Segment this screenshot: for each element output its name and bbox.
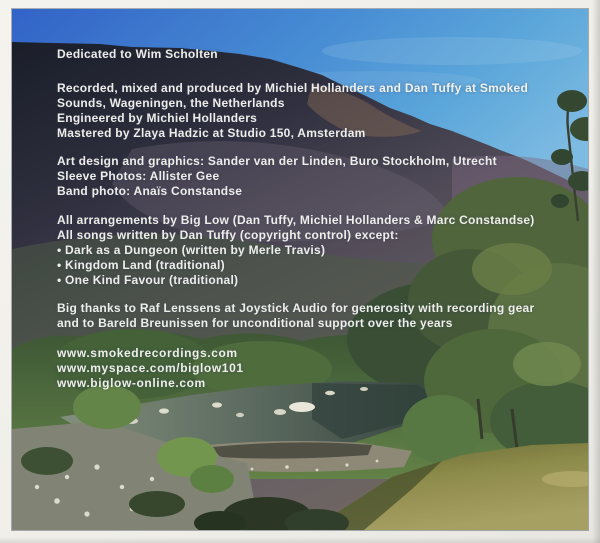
credit-line: All songs written by Dan Tuffy (copyright control) except: (57, 228, 399, 242)
website-url: www.myspace.com/biglow101 (57, 361, 244, 375)
song-bullet-line: • Kingdom Land (traditional) (57, 258, 225, 272)
credit-line: Sounds, Wageningen, the Netherlands (57, 96, 285, 110)
credit-line: Art design and graphics: Sander van der Linden, Buro Stockholm, Utrecht (57, 154, 497, 168)
cover-bottom-edge-shadow (0, 537, 600, 543)
credit-line: Big thanks to Raf Lenssens at Joystick Audio for generosity with recording gear (57, 301, 535, 315)
website-url: www.biglow-online.com (57, 376, 206, 390)
production-credits (57, 81, 528, 141)
credits-text-layer (12, 9, 588, 530)
cover-photo (12, 9, 588, 530)
thanks-note (57, 301, 534, 331)
credit-line: Mastered by Zlaya Hadzic at Studio 150, Amsterdam (57, 126, 366, 140)
website-url: www.smokedrecordings.com (57, 346, 238, 360)
art-credits (57, 154, 497, 199)
song-bullet-line: • One Kind Favour (traditional) (57, 273, 239, 287)
song-credits (57, 213, 535, 288)
song-bullet-line: • Dark as a Dungeon (written by Merle Travis) (57, 243, 326, 257)
credit-line: and to Bareld Breunissen for unconditional support over the years (57, 316, 453, 330)
credit-line: All arrangements by Big Low (Dan Tuffy, Michiel Hollanders & Marc Constandse) (57, 213, 535, 227)
website-list (57, 346, 244, 391)
credit-line: Engineered by Michiel Hollanders (57, 111, 258, 125)
credit-line: Recorded, mixed and produced by Michiel Hollanders and Dan Tuffy at Smoked (57, 81, 529, 95)
cover-right-edge-shadow (592, 0, 600, 543)
credit-line: Sleeve Photos: Allister Gee (57, 169, 220, 183)
credit-line: Band photo: Anaïs Constandse (57, 184, 243, 198)
dedication-text: Dedicated to Wim Scholten (57, 47, 218, 61)
dedication-line (57, 47, 218, 62)
